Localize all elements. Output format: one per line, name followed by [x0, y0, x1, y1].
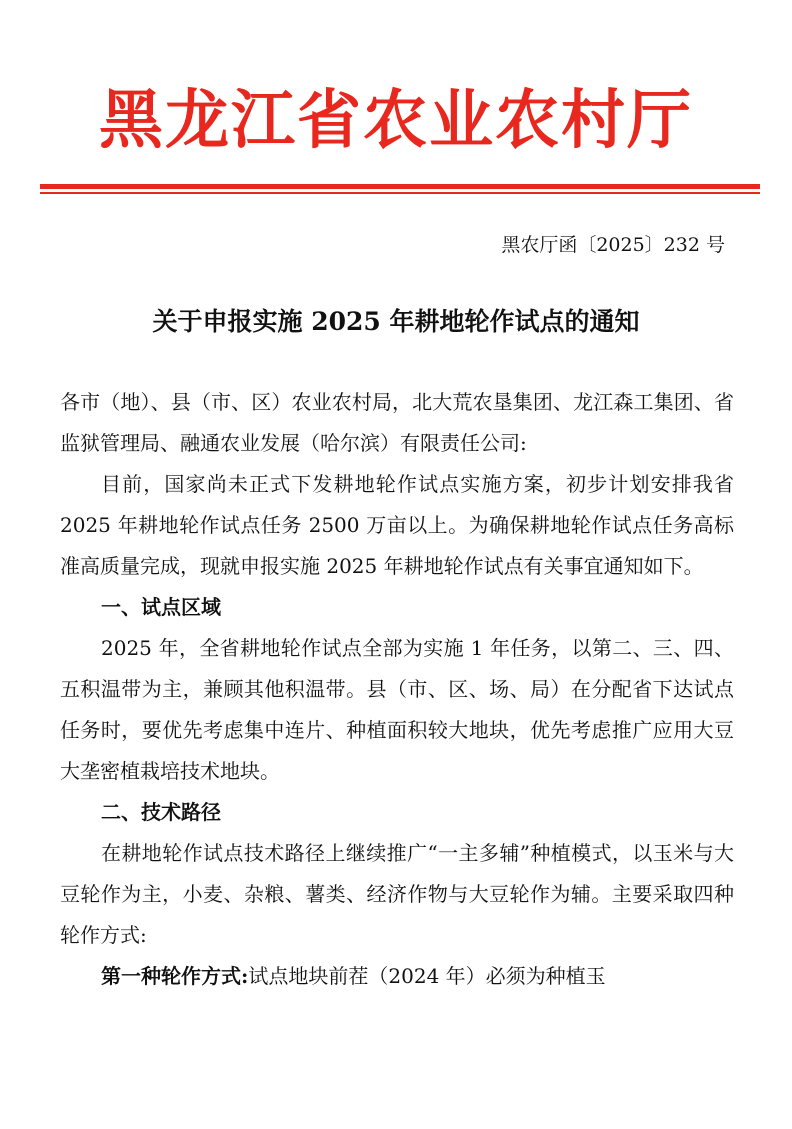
agency-name: 黑龙江省农业农村厅 — [99, 83, 693, 158]
method-1-paragraph — [60, 956, 734, 997]
section-1-paragraph: 2025 年，全省耕地轮作试点全部为实施 1 年任务，以第二、三、四、五积温带为主，兼顾其他积温带。县（市、区、场、局）在分配省下达试点任务时，要优先考虑集中连片、种植面积较大地块，优先考虑推广应用大豆大垄密植栽培技术地块。 — [60, 636, 734, 783]
section-2-paragraph: 在耕地轮作试点技术路径上继续推广“一主多辅”种植模式，以玉米与大豆轮作为主，小麦、杂粮、薯类、经济作物与大豆轮作为辅。主要采取四种轮作方式: — [60, 841, 734, 947]
method-1-label: 第一种轮作方式: — [101, 964, 249, 988]
red-divider-thick — [40, 184, 760, 189]
section-2-heading: 二、技术路径 — [101, 800, 221, 824]
intro-paragraph: 目前，国家尚未正式下发耕地轮作试点实施方案，初步计划安排我省 2025 年耕地轮作试点任务 2500 万亩以上。为确保耕地轮作试点任务高标准高质量完成，现就申报实施 2025 年耕地轮作试点有关事宜通知如下。 — [60, 472, 734, 578]
document-body — [60, 382, 734, 997]
method-1-text: 试点地块前茬（2024 年）必须为种植玉 — [248, 964, 606, 988]
document-number: 黑农厅函〔2025〕232 号 — [501, 234, 725, 256]
addressee: 各市（地）、县（市、区）农业农村局，北大荒农垦集团、龙江森工集团、省监狱管理局、融通农业发展（哈尔滨）有限责任公司: — [60, 390, 734, 455]
section-1-heading: 一、试点区域 — [101, 595, 221, 619]
document-title: 关于申报实施 2025 年耕地轮作试点的通知 — [152, 307, 640, 336]
red-divider-thin — [40, 192, 760, 194]
